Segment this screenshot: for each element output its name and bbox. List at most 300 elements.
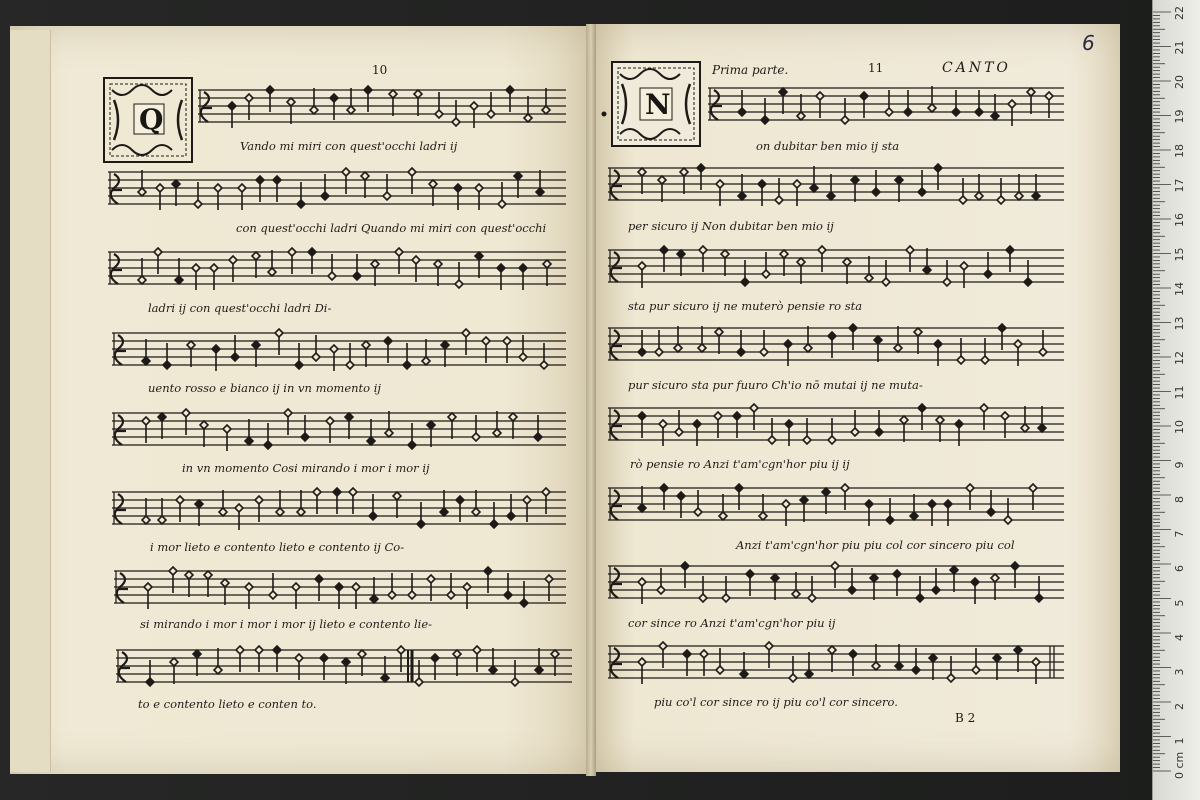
note-icon <box>169 567 177 575</box>
note-icon <box>255 496 263 504</box>
ruler-number: 13 <box>1173 316 1186 331</box>
note-icon <box>473 646 481 654</box>
note-icon <box>872 662 880 670</box>
note-icon <box>284 409 292 417</box>
note-icon <box>738 192 746 200</box>
clef-icon <box>611 170 622 200</box>
note-icon <box>349 488 357 496</box>
note-icon <box>658 176 666 184</box>
note-icon <box>733 412 741 420</box>
note-icon <box>175 276 183 284</box>
note-icon <box>520 599 528 607</box>
note-icon <box>543 260 551 268</box>
note-icon <box>229 256 237 264</box>
note-icon <box>427 421 435 429</box>
clef-icon <box>611 490 622 520</box>
note-icon <box>659 420 667 428</box>
note-icon <box>716 180 724 188</box>
note-icon <box>158 516 166 524</box>
note-icon <box>511 678 519 686</box>
note-icon <box>422 357 430 365</box>
note-icon <box>417 520 425 528</box>
note-icon <box>345 413 353 421</box>
note-icon <box>874 336 882 344</box>
ruler-number: 12 <box>1173 351 1186 365</box>
note-icon <box>797 112 805 120</box>
note-icon <box>158 413 166 421</box>
note-icon <box>800 496 808 504</box>
right-lyric-line: per sicuro ij Non dubitar ben mio ij <box>628 219 834 233</box>
note-icon <box>252 252 260 260</box>
note-icon <box>981 356 989 364</box>
note-icon <box>1032 192 1040 200</box>
note-icon <box>266 86 274 94</box>
note-icon <box>681 562 689 570</box>
note-icon <box>238 184 246 192</box>
clef-icon <box>117 573 128 603</box>
note-icon <box>660 246 668 254</box>
note-icon <box>482 337 490 345</box>
note-icon <box>659 642 667 650</box>
note-icon <box>860 92 868 100</box>
note-icon <box>918 188 926 196</box>
right-lyric-line: rò pensie ro Anzi t'am'cgn'hor piu ij ij <box>630 457 850 471</box>
note-icon <box>993 654 1001 662</box>
note-icon <box>172 180 180 188</box>
note-icon <box>780 250 788 258</box>
note-icon <box>475 252 483 260</box>
note-icon <box>761 116 769 124</box>
note-icon <box>638 348 646 356</box>
note-icon <box>176 496 184 504</box>
ruler-number: 14 <box>1173 282 1186 296</box>
note-icon <box>932 586 940 594</box>
left-page-number: 10 <box>372 63 388 77</box>
note-icon <box>214 666 222 674</box>
note-icon <box>851 428 859 436</box>
note-icon <box>660 484 668 492</box>
note-icon <box>142 417 150 425</box>
voice-label: CANTO <box>942 60 1011 76</box>
note-icon <box>138 276 146 284</box>
note-icon <box>383 192 391 200</box>
note-icon <box>1035 594 1043 602</box>
note-icon <box>677 492 685 500</box>
note-icon <box>828 436 836 444</box>
note-icon <box>273 176 281 184</box>
note-icon <box>163 361 171 369</box>
note-icon <box>785 420 793 428</box>
note-icon <box>352 583 360 591</box>
ruler-number: 17 <box>1173 178 1186 193</box>
left-lyric-line: in vn momento Cosi mirando i mor i mor ij <box>182 461 430 475</box>
note-icon <box>182 409 190 417</box>
note-icon <box>721 250 729 258</box>
right-lyric-line: piu co'l cor since ro ij piu co'l cor sincero. <box>654 695 898 709</box>
note-icon <box>746 570 754 578</box>
note-icon <box>872 188 880 196</box>
note-icon <box>255 646 263 654</box>
folio-signature: B 2 <box>955 711 976 725</box>
measurement-ruler <box>1152 0 1200 800</box>
clef-icon <box>111 254 122 284</box>
note-icon <box>194 200 202 208</box>
note-icon <box>831 562 839 570</box>
ruler-number: 6 <box>1173 565 1186 572</box>
clef-icon <box>611 568 622 598</box>
note-icon <box>509 413 517 421</box>
note-icon <box>448 413 456 421</box>
note-icon <box>1024 278 1032 286</box>
left-lyric-line: con quest'occhi ladri Quando mi miri con quest'occhi <box>236 221 547 235</box>
note-icon <box>397 646 405 654</box>
note-icon <box>934 164 942 172</box>
note-icon <box>138 188 146 196</box>
note-icon <box>1045 92 1053 100</box>
note-icon <box>910 512 918 520</box>
initial-q-block <box>104 78 192 162</box>
note-icon <box>475 184 483 192</box>
note-icon <box>886 516 894 524</box>
note-icon <box>330 345 338 353</box>
note-icon <box>412 256 420 264</box>
note-icon <box>463 583 471 591</box>
note-icon <box>142 357 150 365</box>
note-icon <box>906 246 914 254</box>
note-icon <box>312 353 320 361</box>
note-icon <box>865 274 873 282</box>
note-icon <box>144 583 152 591</box>
note-icon <box>447 591 455 599</box>
note-icon <box>235 504 243 512</box>
note-icon <box>321 192 329 200</box>
left-lyric-line: Vando mi miri con quest'occhi ladri ij <box>240 139 458 153</box>
note-icon <box>540 361 548 369</box>
note-icon <box>1011 562 1019 570</box>
note-icon <box>295 654 303 662</box>
ruler-number: 22 <box>1173 6 1186 20</box>
note-icon <box>415 678 423 686</box>
note-icon <box>273 646 281 654</box>
note-icon <box>775 196 783 204</box>
note-icon <box>427 575 435 583</box>
note-icon <box>895 662 903 670</box>
note-icon <box>462 329 470 337</box>
note-icon <box>848 586 856 594</box>
note-icon <box>353 272 361 280</box>
note-icon <box>843 258 851 266</box>
note-icon <box>456 496 464 504</box>
note-icon <box>1021 424 1029 432</box>
note-icon <box>434 260 442 268</box>
note-icon <box>361 172 369 180</box>
note-icon <box>934 340 942 348</box>
note-icon <box>828 646 836 654</box>
note-icon <box>200 421 208 429</box>
note-icon <box>472 433 480 441</box>
note-icon <box>950 566 958 574</box>
note-icon <box>782 500 790 508</box>
note-icon <box>484 567 492 575</box>
note-icon <box>1039 348 1047 356</box>
note-icon <box>493 429 501 437</box>
note-icon <box>245 94 253 102</box>
note-icon <box>204 571 212 579</box>
note-icon <box>221 579 229 587</box>
note-icon <box>947 674 955 682</box>
note-icon <box>142 516 150 524</box>
note-icon <box>715 328 723 336</box>
note-icon <box>943 278 951 286</box>
ruler-number: 20 <box>1173 75 1186 89</box>
note-icon <box>740 670 748 678</box>
note-icon <box>514 172 522 180</box>
note-icon <box>923 266 931 274</box>
note-icon <box>453 650 461 658</box>
note-icon <box>952 108 960 116</box>
ruler-number: 0 cm <box>1173 751 1186 779</box>
clef-icon <box>119 652 130 682</box>
clef-icon <box>611 330 622 360</box>
note-icon <box>470 102 478 110</box>
note-icon <box>762 270 770 278</box>
note-icon <box>998 324 1006 332</box>
right-lyric-line: on dubitar ben mio ij sta <box>756 139 900 153</box>
note-icon <box>991 112 999 120</box>
note-icon <box>328 272 336 280</box>
ruler-scale <box>1153 0 1200 800</box>
note-icon <box>714 412 722 420</box>
note-icon <box>694 508 702 516</box>
note-icon <box>758 180 766 188</box>
note-icon <box>1029 484 1037 492</box>
note-icon <box>828 332 836 340</box>
note-icon <box>960 262 968 270</box>
note-icon <box>295 361 303 369</box>
note-icon <box>674 344 682 352</box>
note-icon <box>944 500 952 508</box>
note-icon <box>487 110 495 118</box>
note-icon <box>882 278 890 286</box>
note-icon <box>700 650 708 658</box>
note-icon <box>1027 88 1035 96</box>
staff <box>116 650 572 682</box>
note-icon <box>431 654 439 662</box>
note-icon <box>542 106 550 114</box>
note-icon <box>789 674 797 682</box>
note-icon <box>313 488 321 496</box>
note-icon <box>984 270 992 278</box>
note-icon <box>364 86 372 94</box>
note-icon <box>315 575 323 583</box>
note-icon <box>275 329 283 337</box>
ruler-number: 8 <box>1173 496 1186 503</box>
note-icon <box>523 496 531 504</box>
note-icon <box>429 180 437 188</box>
note-icon <box>841 116 849 124</box>
note-icon <box>170 658 178 666</box>
note-icon <box>264 441 272 449</box>
note-icon <box>918 404 926 412</box>
note-icon <box>154 248 162 256</box>
note-icon <box>959 196 967 204</box>
note-icon <box>719 512 727 520</box>
note-icon <box>310 106 318 114</box>
note-icon <box>966 484 974 492</box>
note-icon <box>269 591 277 599</box>
note-icon <box>330 94 338 102</box>
note-icon <box>301 433 309 441</box>
note-icon <box>519 353 527 361</box>
note-icon <box>912 666 920 674</box>
note-icon <box>384 337 392 345</box>
ruler-number: 5 <box>1173 599 1186 607</box>
note-icon <box>256 176 264 184</box>
note-icon <box>699 594 707 602</box>
note-icon <box>245 583 253 591</box>
note-icon <box>388 591 396 599</box>
note-icon <box>490 520 498 528</box>
note-icon <box>287 98 295 106</box>
note-icon <box>738 108 746 116</box>
note-icon <box>750 404 758 412</box>
note-icon <box>358 650 366 658</box>
note-icon <box>697 164 705 172</box>
note-icon <box>638 168 646 176</box>
note-icon <box>219 508 227 516</box>
right-lyric-line: pur sicuro sta pur fuuro Ch'io nō mutai ij ne muta- <box>628 378 923 392</box>
note-icon <box>971 578 979 586</box>
note-icon <box>245 437 253 445</box>
note-icon <box>333 488 341 496</box>
note-icon <box>367 437 375 445</box>
note-icon <box>655 348 663 356</box>
clef-icon <box>115 415 126 445</box>
left-lyric-line: ladri ij con quest'occhi ladri Di- <box>148 301 332 315</box>
note-icon <box>551 650 559 658</box>
note-icon <box>156 184 164 192</box>
right-lyric-line: cor since ro Anzi t'am'cgn'hor piu ij <box>628 616 836 630</box>
note-icon <box>519 264 527 272</box>
note-icon <box>771 574 779 582</box>
note-icon <box>507 512 515 520</box>
ruler-number: 11 <box>1173 385 1186 400</box>
note-icon <box>916 594 924 602</box>
note-icon <box>503 337 511 345</box>
note-icon <box>193 650 201 658</box>
ruler-number: 7 <box>1173 530 1186 538</box>
note-icon <box>885 108 893 116</box>
note-icon <box>638 412 646 420</box>
handwritten-folio-number: 6 <box>1082 31 1095 55</box>
note-icon <box>506 86 514 94</box>
ruler-number: 16 <box>1173 213 1186 227</box>
note-icon <box>638 658 646 666</box>
note-icon <box>536 188 544 196</box>
note-icon <box>936 416 944 424</box>
note-icon <box>192 264 200 272</box>
note-icon <box>841 484 849 492</box>
note-icon <box>195 500 203 508</box>
note-icon <box>408 591 416 599</box>
clef-icon <box>201 92 212 122</box>
staff <box>608 328 1064 360</box>
note-icon <box>900 416 908 424</box>
note-icon <box>818 246 826 254</box>
note-icon <box>320 654 328 662</box>
note-icon <box>231 353 239 361</box>
note-icon <box>914 328 922 336</box>
note-icon <box>851 176 859 184</box>
note-icon <box>875 428 883 436</box>
note-icon <box>929 654 937 662</box>
note-icon <box>326 417 334 425</box>
note-icon <box>972 666 980 674</box>
note-icon <box>381 674 389 682</box>
note-icon <box>997 196 1005 204</box>
note-icon <box>849 324 857 332</box>
staff <box>608 488 1064 520</box>
ruler-number: 1 <box>1173 737 1186 745</box>
ruler-number: 18 <box>1173 144 1186 158</box>
note-icon <box>1032 658 1040 666</box>
note-icon <box>693 420 701 428</box>
note-icon <box>975 192 983 200</box>
note-icon <box>276 508 284 516</box>
ruler-number: 3 <box>1173 668 1186 676</box>
note-icon <box>498 200 506 208</box>
note-icon <box>792 590 800 598</box>
note-icon <box>741 278 749 286</box>
note-icon <box>542 488 550 496</box>
note-icon <box>957 356 965 364</box>
right-lyric-line: Anzi t'am'cgn'hor piu piu col cor sincero piu col <box>736 538 1015 552</box>
note-icon <box>698 344 706 352</box>
note-icon <box>346 361 354 369</box>
note-icon <box>252 341 260 349</box>
note-icon <box>440 508 448 516</box>
note-icon <box>638 262 646 270</box>
note-icon <box>980 404 988 412</box>
note-icon <box>441 341 449 349</box>
staff <box>608 408 1064 440</box>
note-icon <box>408 168 416 176</box>
note-icon <box>683 650 691 658</box>
note-icon <box>223 425 231 433</box>
note-icon <box>928 500 936 508</box>
note-icon <box>236 646 244 654</box>
note-icon <box>765 642 773 650</box>
note-icon <box>768 436 776 444</box>
note-icon <box>335 583 343 591</box>
note-icon <box>779 88 787 96</box>
left-lyric-line: to e contento lieto e conten to. <box>138 697 317 711</box>
note-icon <box>759 512 767 520</box>
note-icon <box>389 90 397 98</box>
note-icon <box>369 512 377 520</box>
note-icon <box>928 104 936 112</box>
note-icon <box>675 428 683 436</box>
note-icon <box>822 488 830 496</box>
note-icon <box>228 102 236 110</box>
note-icon <box>297 508 305 516</box>
note-icon <box>722 594 730 602</box>
right-lyric-line: sta pur sicuro ij ne muterò pensie ro sta <box>628 299 863 313</box>
note-icon <box>677 250 685 258</box>
note-icon <box>816 92 824 100</box>
staff <box>608 250 1064 282</box>
note-icon <box>342 168 350 176</box>
